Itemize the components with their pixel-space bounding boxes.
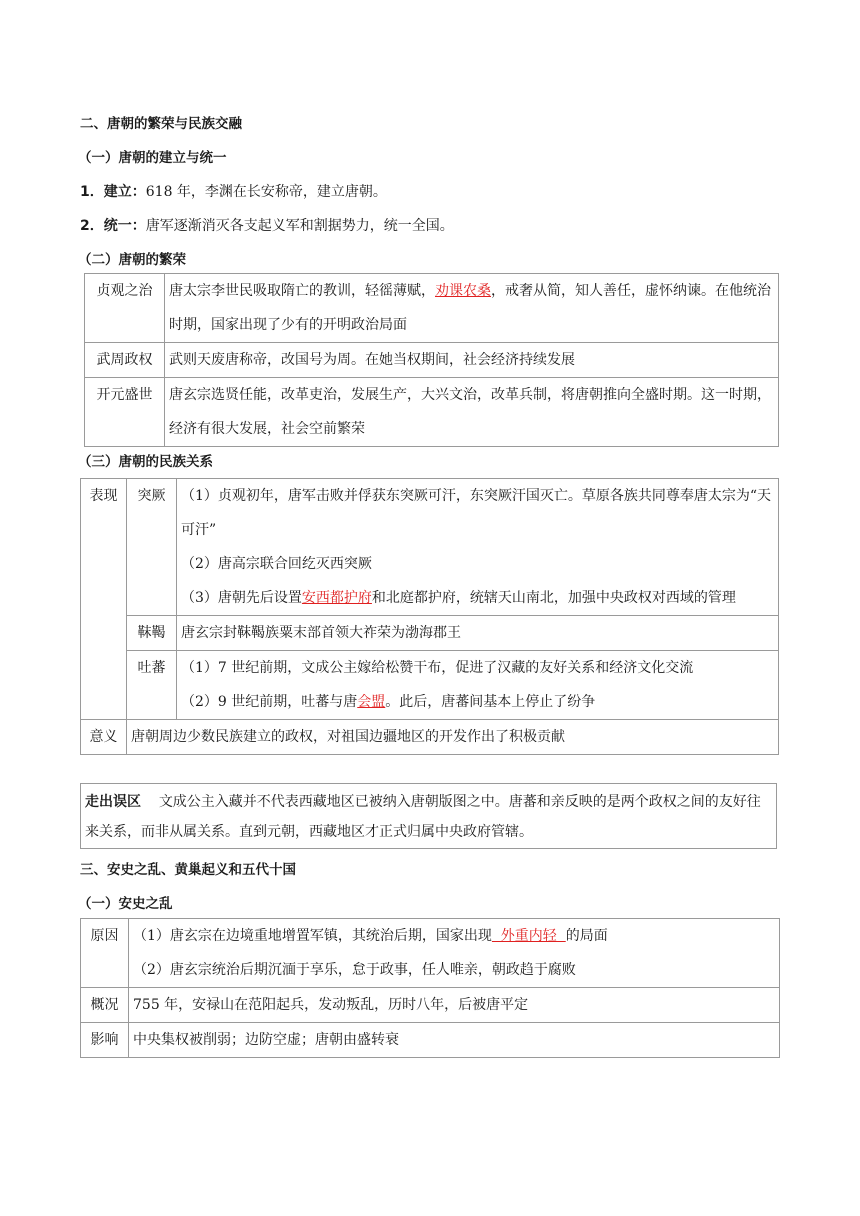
row-label-cause: 原因 bbox=[81, 919, 129, 988]
section2-sub3: （三）唐朝的民族关系 bbox=[78, 454, 213, 470]
row-label-impact: 影响 bbox=[81, 1023, 129, 1058]
row-label-wuzhou: 武周政权 bbox=[85, 343, 165, 378]
row-text-yiyi: 唐朝周边少数民族建立的政权，对祖国边疆地区的开发作出了积极贡献 bbox=[127, 720, 779, 755]
anshi-table bbox=[80, 918, 780, 1058]
row-text-impact: 中央集权被削弱；边防空虚；唐朝由盛转衰 bbox=[129, 1023, 780, 1058]
highlight-keyword: 安西都护府 bbox=[301, 590, 372, 606]
misconception-text: 文成公主入藏并不代表西藏地区已被纳入唐朝版图之中。唐蕃和亲反映的是两个政权之间的友好往来关系，而非从属关系。直到元朝，西藏地区才正式归属中央政府管辖。 bbox=[85, 794, 761, 840]
item-unify-label: 2．统一： bbox=[80, 218, 146, 234]
prosperity-table bbox=[84, 273, 779, 447]
table-row bbox=[85, 343, 779, 378]
row-label-tubo: 吐蕃 bbox=[127, 651, 177, 720]
row-text-tubo: （1）7 世纪前期，文成公主嫁给松赞干布，促进了汉藏的友好关系和经济文化交流 （2）9 世纪前期，吐蕃与唐会盟。此后，唐蕃间基本上停止了纷争 bbox=[177, 651, 779, 720]
row-label-mohe: 靺鞨 bbox=[127, 616, 177, 651]
row-label-tujue: 突厥 bbox=[127, 479, 177, 616]
table-row bbox=[81, 919, 780, 988]
table-row bbox=[81, 988, 780, 1023]
row-label-overview: 概况 bbox=[81, 988, 129, 1023]
item-establish-text: 618 年，李渊在长安称帝，建立唐朝。 bbox=[145, 184, 387, 200]
row-label-zhenguan: 贞观之治 bbox=[85, 274, 165, 343]
table-row bbox=[81, 720, 779, 755]
row-text-wuzhou: 武则天废唐称帝，改国号为周。在她当权期间，社会经济持续发展 bbox=[165, 343, 779, 378]
highlight-keyword: 外重内轻 bbox=[491, 928, 566, 944]
row-text-cause: （1）唐玄宗在边境重地增置军镇，其统治后期，国家出现 外重内轻 的局面 （2）唐玄宗统治后期沉湎于享乐，怠于政事，任人唯亲，朝政趋于腐败 bbox=[129, 919, 780, 988]
section2-sub1: （一）唐朝的建立与统一 bbox=[78, 150, 227, 166]
row-text-kaiyuan: 唐玄宗选贤任能，改革吏治，发展生产，大兴文治，改革兵制，将唐朝推向全盛时期。这一时期，经济有很大发展，社会空前繁荣 bbox=[165, 378, 779, 447]
item-unify bbox=[80, 216, 454, 236]
ethnic-table bbox=[80, 478, 779, 755]
table-row bbox=[81, 651, 779, 720]
highlight-keyword: 会盟 bbox=[357, 694, 386, 710]
section2-title: 二、唐朝的繁荣与民族交融 bbox=[80, 116, 242, 132]
misconception-label: 走出误区 bbox=[85, 794, 141, 810]
table-row bbox=[81, 1023, 780, 1058]
section3-title: 三、安史之乱、黄巢起义和五代十国 bbox=[80, 862, 296, 878]
table-row bbox=[85, 274, 779, 343]
misconception-box bbox=[80, 783, 777, 849]
row-text-zhenguan: 唐太宗李世民吸取隋亡的教训，轻徭薄赋，劝课农桑，戒奢从简，知人善任，虚怀纳谏。在他统治时期，国家出现了少有的开明政治局面 bbox=[165, 274, 779, 343]
item-establish bbox=[80, 182, 387, 202]
row-label-biaoxian: 表现 bbox=[81, 479, 127, 720]
item-unify-text: 唐军逐渐消灭各支起义军和割据势力，统一全国。 bbox=[145, 218, 454, 234]
section3-sub1: （一）安史之乱 bbox=[78, 896, 173, 912]
item-establish-label: 1．建立： bbox=[80, 184, 146, 200]
row-label-kaiyuan: 开元盛世 bbox=[85, 378, 165, 447]
table-row bbox=[81, 479, 779, 616]
highlight-keyword: 劝课农桑 bbox=[435, 283, 491, 299]
row-text-mohe: 唐玄宗封靺鞨族粟末部首领大祚荣为渤海郡王 bbox=[177, 616, 779, 651]
table-row bbox=[81, 616, 779, 651]
row-label-yiyi: 意义 bbox=[81, 720, 127, 755]
row-text-tujue: （1）贞观初年，唐军击败并俘获东突厥可汗，东突厥汗国灭亡。草原各族共同尊奉唐太宗为“天可汗” （2）唐高宗联合回纥灭西突厥 （3）唐朝先后设置安西都护府和北庭都护府，统辖天山南北，加强中央政权对西域的管理 bbox=[177, 479, 779, 616]
row-text-overview: 755 年，安禄山在范阳起兵，发动叛乱，历时八年，后被唐平定 bbox=[129, 988, 780, 1023]
section2-sub2: （二）唐朝的繁荣 bbox=[78, 252, 186, 268]
table-row bbox=[85, 378, 779, 447]
